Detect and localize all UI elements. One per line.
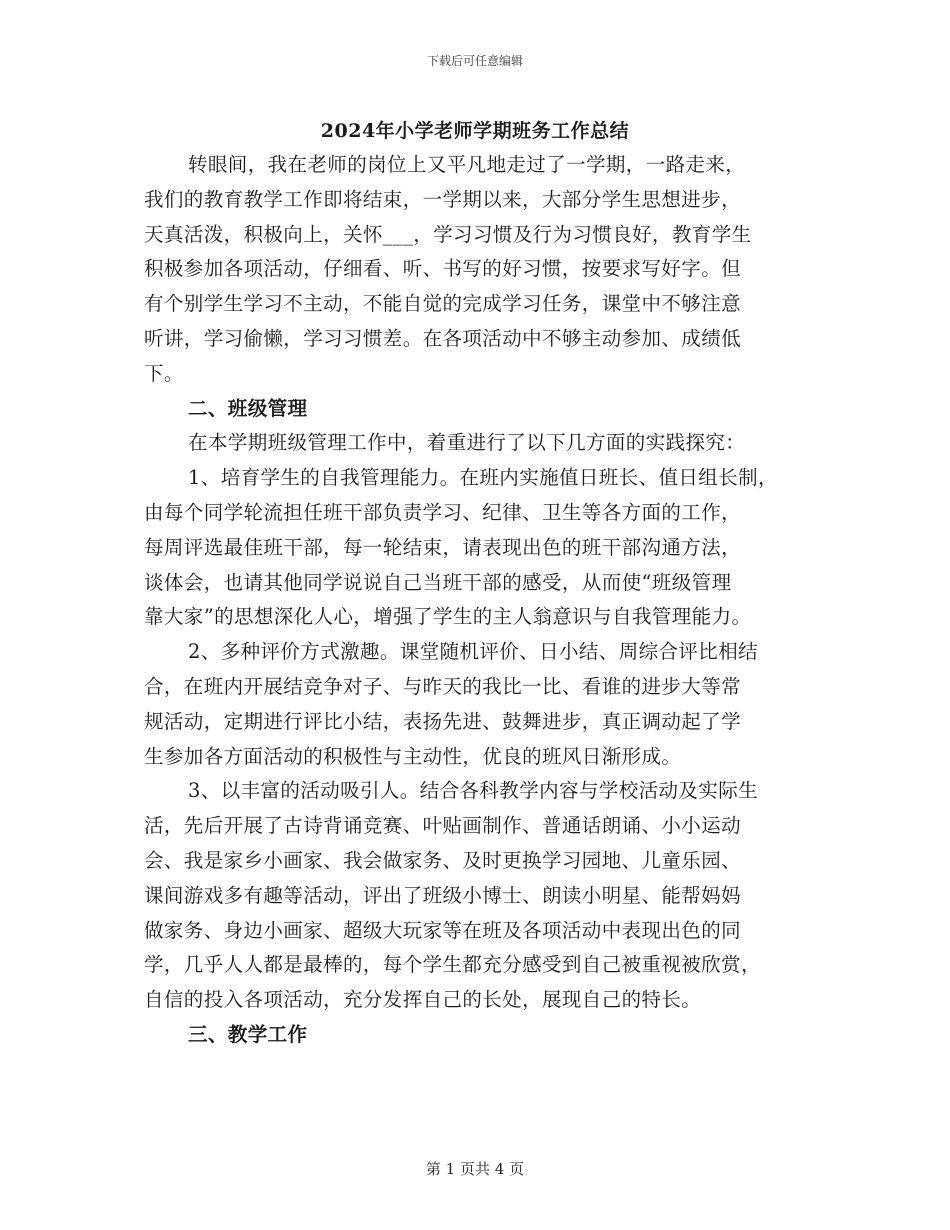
paragraph-line: 在本学期班级管理工作中，着重进行了以下几方面的实践探究： (188, 431, 746, 455)
paragraph-line: 2、多种评价方式激趣。课堂随机评价、日小结、周综合评比相结 (188, 640, 759, 664)
paragraph-line: 靠大家”的思想深化人心，增强了学生的主人翁意识与自我管理能力。 (144, 605, 752, 629)
paragraph-line: 1、培育学生的自我管理能力。在班内实施值日班长、值日组长制， (188, 466, 778, 490)
paragraph-line: 下。 (144, 361, 184, 385)
paragraph-line: 积极参加各项活动，仔细看、听、书写的好习惯，按要求写好字。但 (144, 257, 742, 281)
page-number: 第 1 页共 4 页 (425, 1160, 525, 1178)
paragraph-line: 规活动，定期进行评比小结，表扬先进、鼓舞进步，真正调动起了学 (144, 709, 742, 733)
paragraph-line: 会、我是家乡小画家、我会做家务、及时更换学习园地、儿童乐园、 (144, 848, 742, 872)
paragraph-line: 转眼间，我在老师的岗位上又平凡地走过了一学期，一路走来， (188, 153, 746, 176)
paragraph-line: 我们的教育教学工作即将结束，一学期以来，大部分学生思想进步， (144, 187, 742, 211)
header-note: 下载后可任意编辑 (426, 54, 523, 68)
paragraph-line: 课间游戏多有趣等活动，评出了班级小博士、朗读小明星、能帮妈妈 (144, 883, 742, 907)
paragraph-line: 自信的投入各项活动，充分发挥自己的长处，展现自己的特长。 (144, 988, 702, 1012)
section-heading: 三、教学工作 (188, 1022, 308, 1046)
paragraph-line: 谈体会，也请其他同学说说自己当班干部的感受，从而使“班级管理 (144, 570, 732, 594)
document-body (144, 148, 824, 1053)
document-title: 2024年小学老师学期班务工作总结 (320, 120, 630, 142)
paragraph-line: 有个别学生学习不主动，不能自觉的完成学习任务，课堂中不够注意 (144, 292, 742, 316)
paragraph-line: 合，在班内开展结竞争对子、与昨天的我比一比、看谁的进步大等常 (144, 674, 742, 698)
paragraph-line: 天真活泼，积极向上，关怀___，学习习惯及行为习惯良好，教育学生 (144, 222, 752, 246)
section-heading: 二、班级管理 (188, 396, 308, 420)
paragraph-line: 每周评选最佳班干部，每一轮结束，请表现出色的班干部沟通方法， (144, 535, 742, 559)
paragraph-line: 生参加各方面活动的积极性与主动性，优良的班风日渐形成。 (144, 744, 682, 768)
paragraph-line: 由每个同学轮流担任班干部负责学习、纪律、卫生等各方面的工作， (144, 500, 742, 524)
paragraph-line: 做家务、身边小画家、超级大玩家等在班及各项活动中表现出色的同 (144, 918, 742, 942)
paragraph-line: 3、以丰富的活动吸引人。结合各科教学内容与学校活动及实际生 (188, 779, 759, 803)
paragraph-line: 听讲，学习偷懒，学习习惯差。在各项活动中不够主动参加、成绩低 (144, 326, 742, 350)
paragraph-line: 活，先后开展了古诗背诵竞赛、叶贴画制作、普通话朗诵、小小运动 (144, 814, 742, 838)
paragraph-line: 学，几乎人人都是最棒的，每个学生都充分感受到自己被重视被欣赏， (144, 953, 761, 977)
